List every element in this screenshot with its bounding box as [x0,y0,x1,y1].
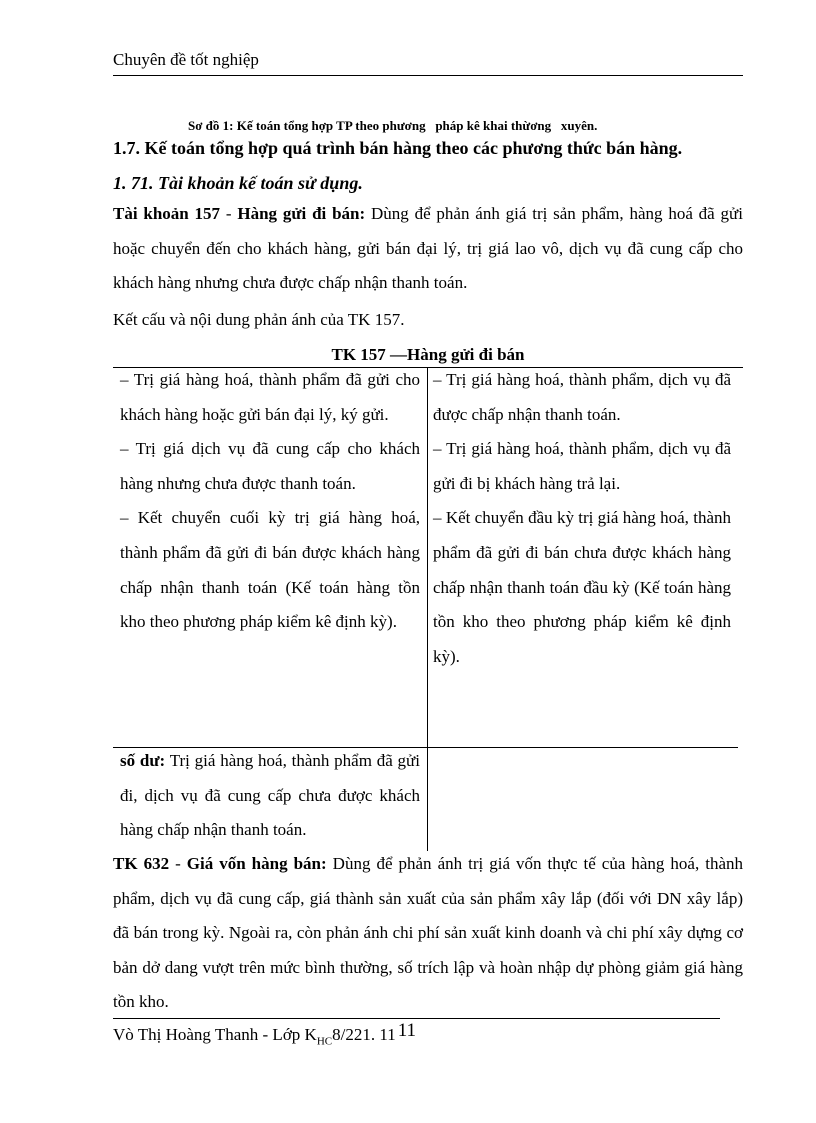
credit-column [433,363,731,674]
account-632-label: TK 632 [113,854,170,873]
credit-item: – Kết chuyển đầu kỳ trị giá hàng hoá, thành phẩm đã gửi đi bán chưa được khách hàng chấp nhận thanh toán đầu kỳ (Kế toán hàng tồn kho theo phương pháp kiểm kê định kỳ). [433,508,731,666]
page-footer [113,1020,417,1048]
footer-author: Vò Thị Hoàng Thanh - Lớp K [113,1025,317,1044]
debit-item: – Trị giá dịch vụ đã cung cấp cho khách hàng nhưng chưa được thanh toán. [120,439,420,493]
diagram-caption: Sơ đồ 1: Kế toán tổng hợp TP theo phương pháp kê khai thừơng xuyên. [188,118,598,133]
debit-item: – Kết chuyển cuối kỳ trị giá hàng hoá, thành phẩm đã gửi đi bán được khách hàng chấp nhận thanh toán (Kế toán hàng tồn kho theo phương pháp kiểm kê định kỳ). [120,508,420,632]
section-heading: 1.7. Kế toán tổng hợp quá trình bán hàng theo các phương thức bán hàng. [113,138,683,158]
page-header: Chuyên đề tốt nghiệp [113,50,259,69]
account-157-text: Dùng để phản ánh giá trị sản phẩm, hàng hoá đã gửi hoặc chuyển đến cho khách hàng, gửi bán đại lý, trị giá lao vô, dịch vụ đã cung cấp cho khách hàng nhưng chưa được chấp nhận thanh toán. [113,204,743,293]
balance-label: số dư: [120,751,166,770]
balance-text: Trị giá hàng hoá, thành phẩm đã gửi đi, dịch vụ đã cung cấp chưa được khách hàng chấp nhận thanh toán. [120,751,420,840]
credit-item: – Trị giá hàng hoá, thành phẩm, dịch vụ đã được chấp nhận thanh toán. [433,370,731,424]
footer-class: 8/221. 11 [332,1025,396,1044]
header-divider [113,75,743,76]
account-632-name: Giá vốn hàng bán: [186,854,327,873]
separator: - [220,204,238,223]
footer-subscript: HC [316,1035,333,1048]
footer-divider [113,1018,720,1019]
account-157-name: Hàng gửi đi bán: [237,204,366,223]
account-157-description [113,197,743,301]
page-number: 11 [397,1020,417,1041]
structure-intro: Kết cấu và nội dung phản ánh của TK 157. [113,310,405,329]
account-632-text: Dùng để phản ánh trị giá vốn thực tế của hàng hoá, thành phẩm, dịch vụ đã cung cấp, giá thành sản xuất của sản phẩm xây lắp (đối với DN xây lắp) đã bán trong kỳ. Ngoài ra, còn phản ánh chi phí sản xuất kinh doanh và chi phí xây dựng cơ bản dở dang vượt trên mức bình thường, số trích lập và hoàn nhập dự phòng giảm giá hàng tồn kho. [113,854,743,1012]
balance-cell [120,744,420,848]
account-157-label: Tài khoản 157 [113,204,221,223]
debit-column [120,363,420,640]
subsection-heading: 1. 71. Tài khoản kế toán sử dụng. [113,173,363,193]
t-account-title: TK 157 —Hàng gửi đi bán [331,345,525,364]
debit-item: – Trị giá hàng hoá, thành phẩm đã gửi cho khách hàng hoặc gửi bán đại lý, ký gửi. [120,370,420,424]
credit-item: – Trị giá hàng hoá, thành phẩm, dịch vụ đã gửi đi bị khách hàng trả lại. [433,439,731,493]
t-account-vertical-rule [427,367,428,851]
account-632-description [113,847,743,1020]
separator: - [169,854,187,873]
